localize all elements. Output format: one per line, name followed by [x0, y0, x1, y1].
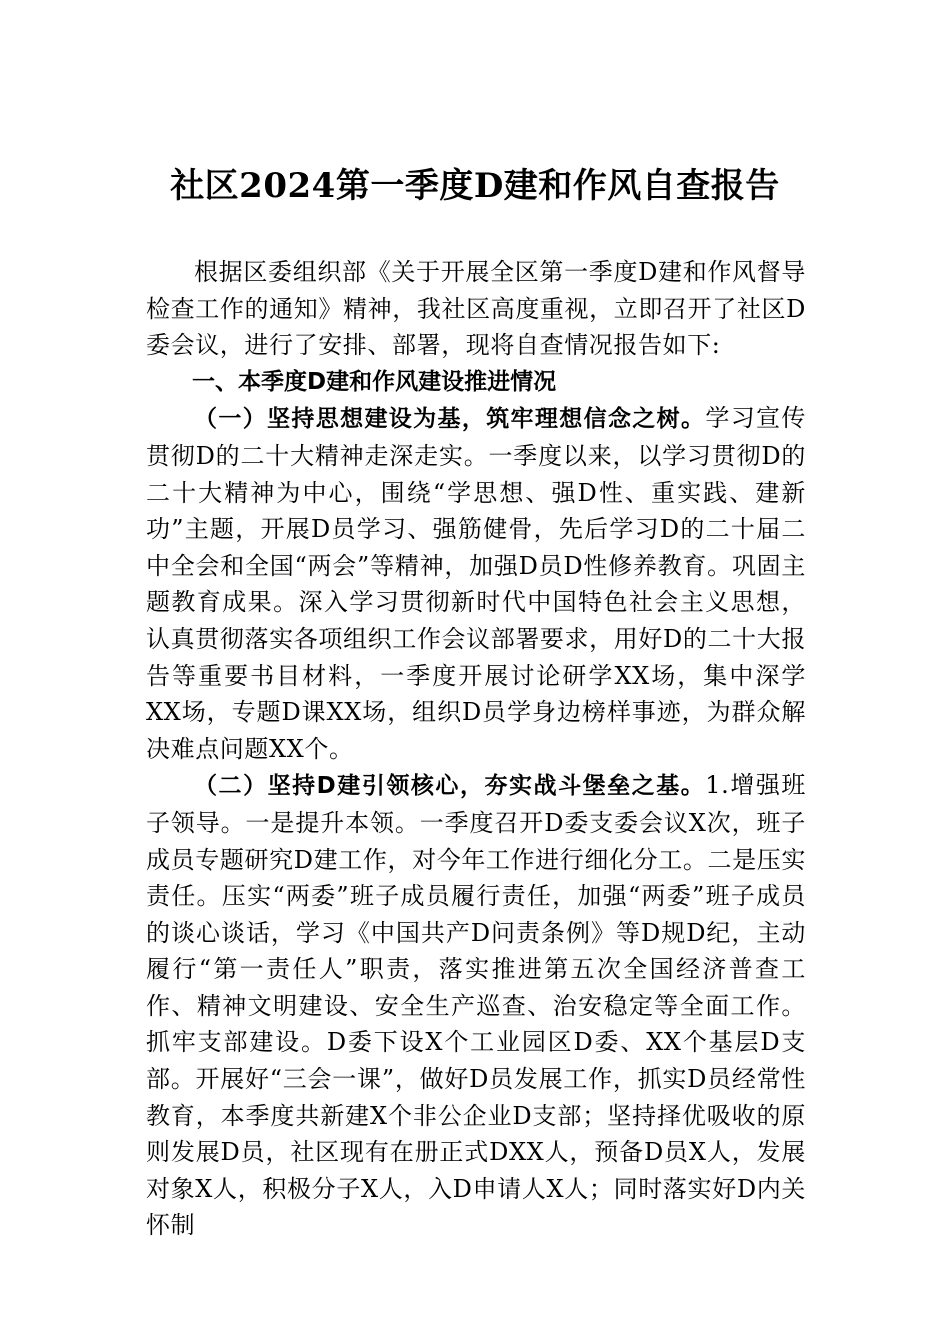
- subsection-1-paragraph: [146, 400, 806, 767]
- subsection-1-body: 学习宣传贯彻D的二十大精神走深走实。一季度以来，以学习贯彻D的二十大精神为中心，围绕“学思想、强D性、重实践、建新功”主题，开展D员学习、强筋健骨，先后学习D的二十届二中全会和全国“两会”等精神，加强D员D性修养教育。巩固主题教育成果。深入学习贯彻新时代中国特色社会主义思想，认真贯彻落实各项组织工作会议部署要求，用好D的二十大报告等重要书目材料，一季度开展讨论研学XX场，集中深学XX场，专题D课XX场，组织D员学身边榜样事迹，为群众解决难点问题XX个。: [146, 404, 806, 763]
- intro-paragraph: 根据区委组织部《关于开展全区第一季度D建和作风督导检查工作的通知》精神，我社区高度重视，立即召开了社区D委会议，进行了安排、部署，现将自查情况报告如下:: [146, 258, 806, 360]
- section-heading: 一、本季度D建和作风建设推进情况: [192, 368, 557, 395]
- subsection-2-paragraph: [146, 767, 806, 1244]
- document-body: [146, 254, 806, 1244]
- document-title: 社区2024第一季度D建和作风自查报告: [170, 166, 780, 206]
- subsection-2-lead: （二）坚持D建引领核心，夯实战斗堡垒之基。: [194, 773, 706, 800]
- subsection-1-lead: （一）坚持思想建设为基，筑牢理想信念之树。: [194, 406, 706, 433]
- subsection-2-body: 1.增强班子领导。一是提升本领。一季度召开D委支委会议X次，班子成员专题研究D建工作，对今年工作进行细化分工。二是压实责任。压实“两委”班子成员履行责任，加强“两委”班子成员的谈心谈话，学习《中国共产D问责条例》等D规D纪，主动履行“第一责任人”职责，落实推进第五次全国经济普查工作、精神文明建设、安全生产巡查、治安稳定等全面工作。抓牢支部建设。D委下设X个工业园区D委、XX个基层D支部。开展好“三会一课”，做好D员发展工作，抓实D员经常性教育，本季度共新建X个非公企业D支部；坚持择优吸收的原则发展D员，社区现有在册正式DXX人，预备D员X人，发展对象X人，积极分子X人，入D申请人X人；同时落实好D内关怀制: [146, 771, 806, 1240]
